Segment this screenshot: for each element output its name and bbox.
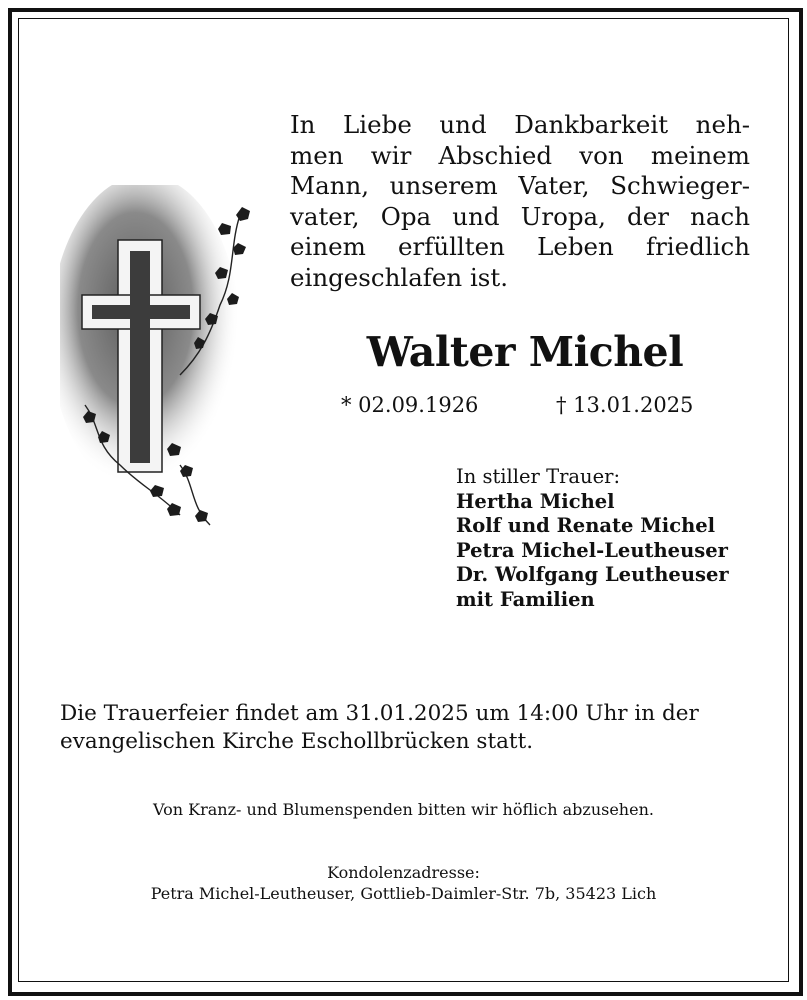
condolence-address [0,862,807,904]
birth-date: * 02.09.1926 [341,393,479,417]
funeral-service-notice [60,700,699,756]
cross-with-ivy-icon [60,185,265,535]
death-date: † 13.01.2025 [556,393,694,417]
intro-text [290,110,750,293]
mourner-name: Hertha Michel [456,489,615,513]
intro-line: men wir Abschied von meinem [290,140,750,170]
intro-line: Mann, unserem Vater, Schwieger- [290,171,750,200]
address-line: Petra Michel-Leutheuser, Gottlieb-Daimler-Str. 7b, 35423 Lich [150,884,657,903]
service-line: Die Trauerfeier findet am 31.01.2025 um 14:00 Uhr in der [60,701,699,726]
mourner-name: Rolf und Renate Michel [456,514,716,537]
mourner-name: mit Familien [456,587,595,611]
intro-line: In Liebe und Dankbarkeit neh- [290,110,750,139]
service-line: evangelischen Kirche Eschollbrücken statt. [60,729,534,754]
mourner-name: Petra Michel-Leutheuser [456,538,728,562]
mourning-lead: In stiller Trauer: [456,465,621,488]
deceased-name: Walter Michel [366,328,684,376]
intro-line: eingeschlafen ist. [290,262,508,292]
donation-request: Von Kranz- und Blumenspenden bitten wir höflich abzusehen. [153,800,654,819]
intro-line: einem erfüllten Leben friedlich [290,232,750,261]
mourner-name: Dr. Wolfgang Leutheuser [456,563,729,586]
address-label: Kondolenzadresse: [327,863,480,882]
intro-line: vater, Opa und Uropa, der nach [290,201,750,231]
mourners-block [456,465,729,612]
